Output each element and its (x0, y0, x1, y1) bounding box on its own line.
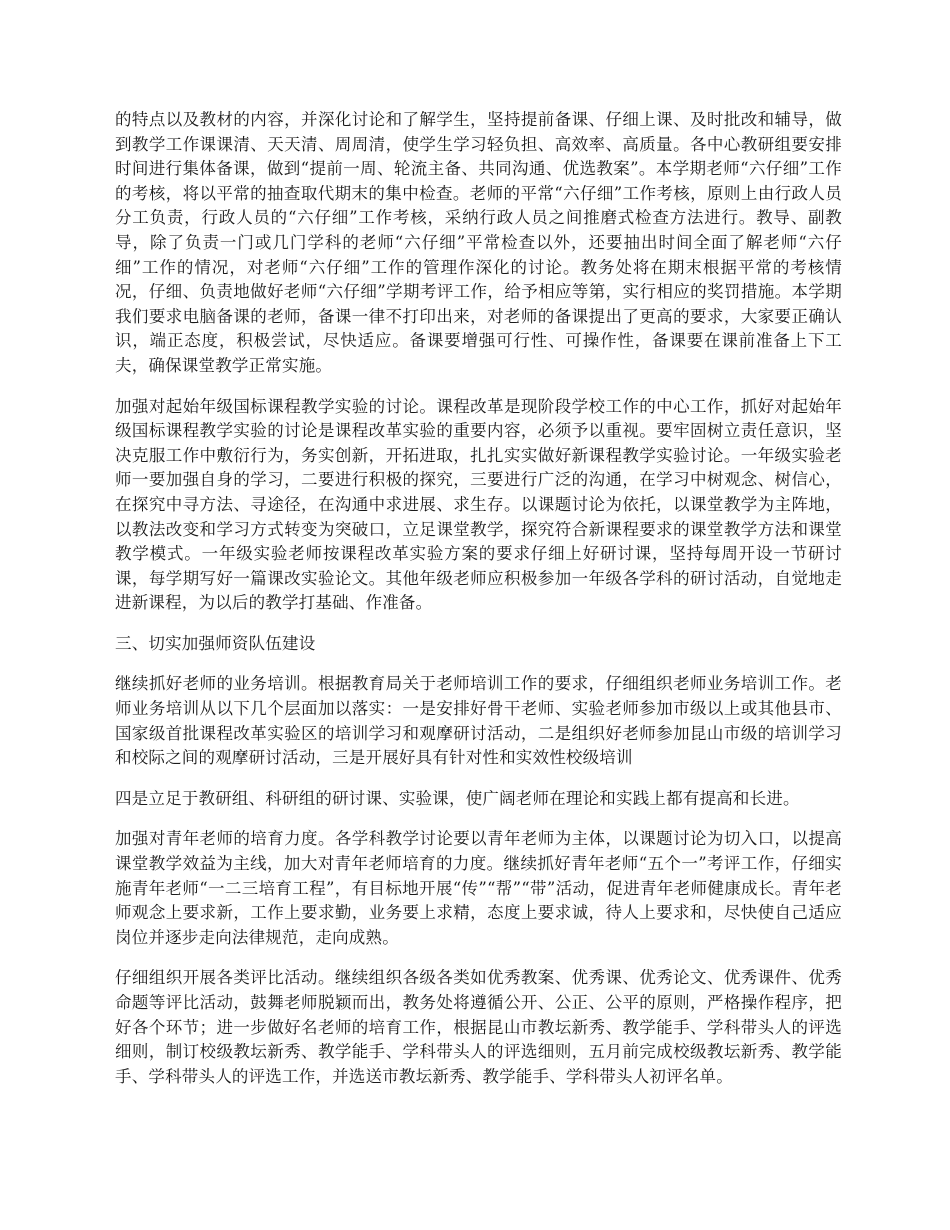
paragraph-young-teachers: 加强对青年老师的培育力度。各学科教学讨论要以青年老师为主体，以课题讨论为切入口，以提高课堂教学效益为主线，加大对青年老师培育的力度。继续抓好青年老师“五个一”考评工作，仔细实施青年老师“一二三培育工程”，有目标地开展“传”“帮”“带”活动，促进青年老师健康成长。青年老师观念上要求新，工作上要求勤，业务要上求精，态度上要求诚，待人上要求和，尽快使自己适应岗位并逐步走向法律规范，走向成熟。 (115, 829, 842, 947)
paragraph-evaluation-activities: 仔细组织开展各类评比活动。继续组织各级各类如优秀教案、优秀课、优秀论文、优秀课件、优秀命题等评比活动，鼓舞老师脱颖而出，教务处将遵循公开、公正、公平的原则，严格操作程序，把好各个环节；进一步做好名老师的培育工作，根据昆山市教坛新秀、教学能手、学科带头人的评选细则，制订校级教坛新秀、教学能手、学科带头人的评选细则，五月前完成校级教坛新秀、教学能手、学科带头人的评选工作，并选送市教坛新秀、教学能手、学科带头人初评名单。 (115, 968, 842, 1086)
paragraph-research-lessons: 四是立足于教研组、科研组的研讨课、实验课，使广阔老师在理论和实践上都有提高和长进。 (115, 788, 800, 808)
document-body (115, 108, 842, 1105)
paragraph-teacher-training: 继续抓好老师的业务培训。根据教育局关于老师培训工作的要求，仔细组织老师业务培训工作。老师业务培训从以下几个层面加以落实：一是安排好骨干老师、实验老师参加市级以上或其他县市、国家级首批课程改革实验区的培训学习和观摩研讨活动，二是组织好老师参加昆山市级的培训学习和校际之间的观摩研讨活动，三是开展好具有针对性和实效性校级培训 (115, 674, 842, 768)
paragraph-curriculum-experiment: 加强对起始年级国标课程教学实验的讨论。课程改革是现阶段学校工作的中心工作，抓好对起始年级国标课程教学实验的讨论是课程改革实验的重要内容，必须予以重视。要牢固树立责任意识，坚决克服工作中敷衍行为，务实创新，开拓进取，扎扎实实做好新课程教学实验讨论。一年级实验老师一要加强自身的学习，二要进行积极的探究，三要进行广泛的沟通，在学习中树观念、树信心，在探究中寻方法、寻途径，在沟通中求进展、求生存。以课题讨论为依托，以课堂教学为主阵地，以教法改变和学习方式转变为突破口，立足课堂教学，探究符合新课程要求的课堂教学方法和课堂教学模式。一年级实验老师按课程改革实验方案的要求仔细上好研讨课，坚持每周开设一节研讨课，每学期写好一篇课改实验论文。其他年级老师应积极参加一年级各学科的研讨活动，自觉地走进新课程，为以后的教学打基础、作准备。 (115, 396, 842, 613)
section-heading-teacher-development: 三、切实加强师资队伍建设 (115, 633, 316, 653)
paragraph-lesson-preparation: 的特点以及教材的内容，并深化讨论和了解学生，坚持提前备课、仔细上课、及时批改和辅导，做到教学工作课课清、天天清、周周清，使学生学习轻负担、高效率、高质量。各中心教研组要安排时间进行集体备课，做到“提前一周、轮流主备、共同沟通、优选教案”。本学期老师“六仔细”工作的考核，将以平常的抽查取代期末的集中检查。老师的平常“六仔细”工作考核，原则上由行政人员分工负责，行政人员的“六仔细”工作考核，采纳行政人员之间推磨式检查方法进行。教导、副教导，除了负责一门或几门学科的老师“六仔细”平常检查以外，还要抽出时间全面了解老师“六仔细”工作的情况，对老师“六仔细”工作的管理作深化的讨论。教务处将在期末根据平常的考核情况，仔细、负责地做好老师“六仔细”学期考评工作，给予相应等第，实行相应的奖罚措施。本学期我们要求电脑备课的老师，备课一律不打印出来，对老师的备课提出了更高的要求，大家要正确认识，端正态度，积极尝试，尽快适应。备课要增强可行性、可操作性，备课要在课前准备上下工夫，确保课堂教学正常实施。 (115, 110, 842, 375)
